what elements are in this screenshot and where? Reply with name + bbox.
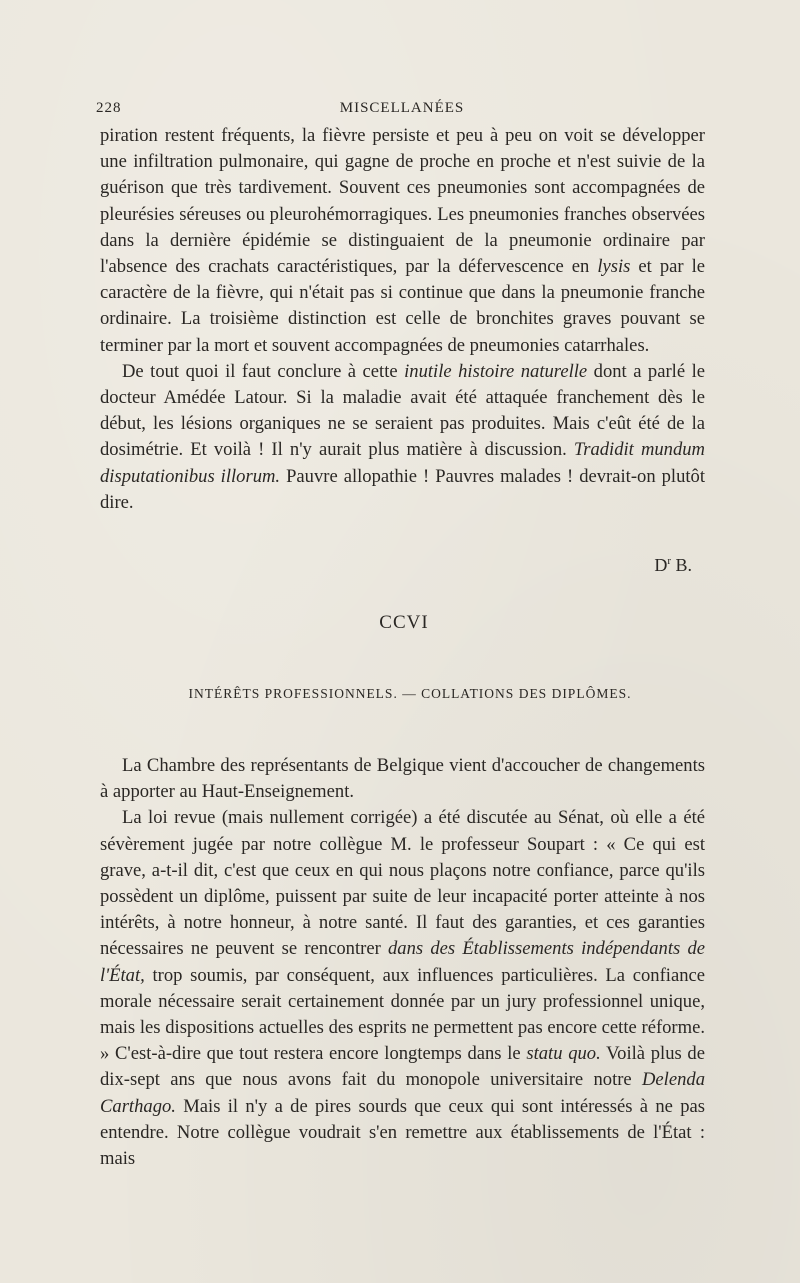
latin-quote: Delenda Carthago. — [100, 1069, 705, 1117]
article-body — [100, 753, 705, 1172]
paragraph: piration restent fréquents, la fièvre persiste et peu à peu on voit se développer une infiltration pulmonaire, qui gagne de proche en proche et n'est suivie de la guérison que très tardivement. Souvent ces pneumonies sont accompagnées de pleurésies séreuses ou pleurohémorragiques. Les pneumonies franches observées dans la dernière épidémie se distinguaient de la pneumonie ordinaire par l'absence des crachats caractéristiques, par la défervescence en lysis et par le caractère de la fièvre, qui n'était pas si continue que dans la pneumonie franche ordinaire. La troisième distinction est celle de bronchites graves pouvant se terminer par la mort et souvent accompagnées de pneumonies catarrhales. — [100, 125, 705, 356]
article-body-continued — [100, 123, 705, 516]
italic-term: dans des Établissements indépendants de l'État, — [100, 938, 705, 986]
italic-term: inutile histoire naturelle — [404, 360, 588, 382]
italic-term: lysis — [597, 256, 631, 278]
page-header — [96, 100, 708, 122]
paragraph: De tout quoi il faut conclure à cette inutile histoire naturelle dont a parlé le docteur Amédée Latour. Si la maladie avait été attaquée franchement dès le début, les lésions organiques ne se seraient pas produites. Mais c'eût été de la dosimétrie. Et voilà ! Il n'y aurait plus matière à discussion. Tradidit mundum disputationibus illorum. Pauvre allopathie ! Pauvres malades ! devrait-on plutôt dire. — [100, 360, 706, 513]
paragraph: La loi revue (mais nullement corrigée) a été discutée au Sénat, où elle a été sévèrement jugée par notre collègue M. le professeur Soupart : « Ce qui est grave, a-t-il dit, c'est que ceux en qui nous plaçons notre confiance, parce qu'ils possèdent un diplôme, puissent par suite de leur incapacité porter atteinte à nos intérêts, à notre honneur, à notre santé. Il faut des garanties, et ces garanties nécessaires ne peuvent se rencontrer dans des Établissements indépendants de l'État, trop soumis, par conséquent, aux influences particulières. La confiance morale nécessaire serait certainement donnée par un jury professionnel unique, mais les dispositions actuelles des esprits ne permettent pas encore cette réforme. » C'est-à-dire que tout restera encore longtemps dans le statu quo. Voilà plus de dix-sept ans que nous avons fait du monopole universitaire notre Delenda Carthago. Mais il n'y a de pires sourds que ceux qui sont intéressés à ne pas entendre. Notre collègue voudrait s'en remettre aux établissements de l'État : mais — [100, 807, 705, 1170]
running-head: MISCELLANÉES — [339, 100, 465, 116]
latin-quote: Tradidit mundum disputationibus illorum. — [100, 439, 705, 487]
section-number: CCVI — [379, 612, 429, 633]
section-title: INTÉRÊTS PROFESSIONNELS. — COLLATIONS DES DIPLÔMES. — [188, 686, 632, 701]
italic-term: statu quo. — [526, 1043, 601, 1065]
author-signature: $D^r$ B. — [654, 555, 692, 575]
page-number: 228 — [96, 100, 122, 116]
paragraph: La Chambre des représentants de Belgique vient d'accoucher de changements à apporter au Haut-Enseignement. — [100, 755, 705, 803]
